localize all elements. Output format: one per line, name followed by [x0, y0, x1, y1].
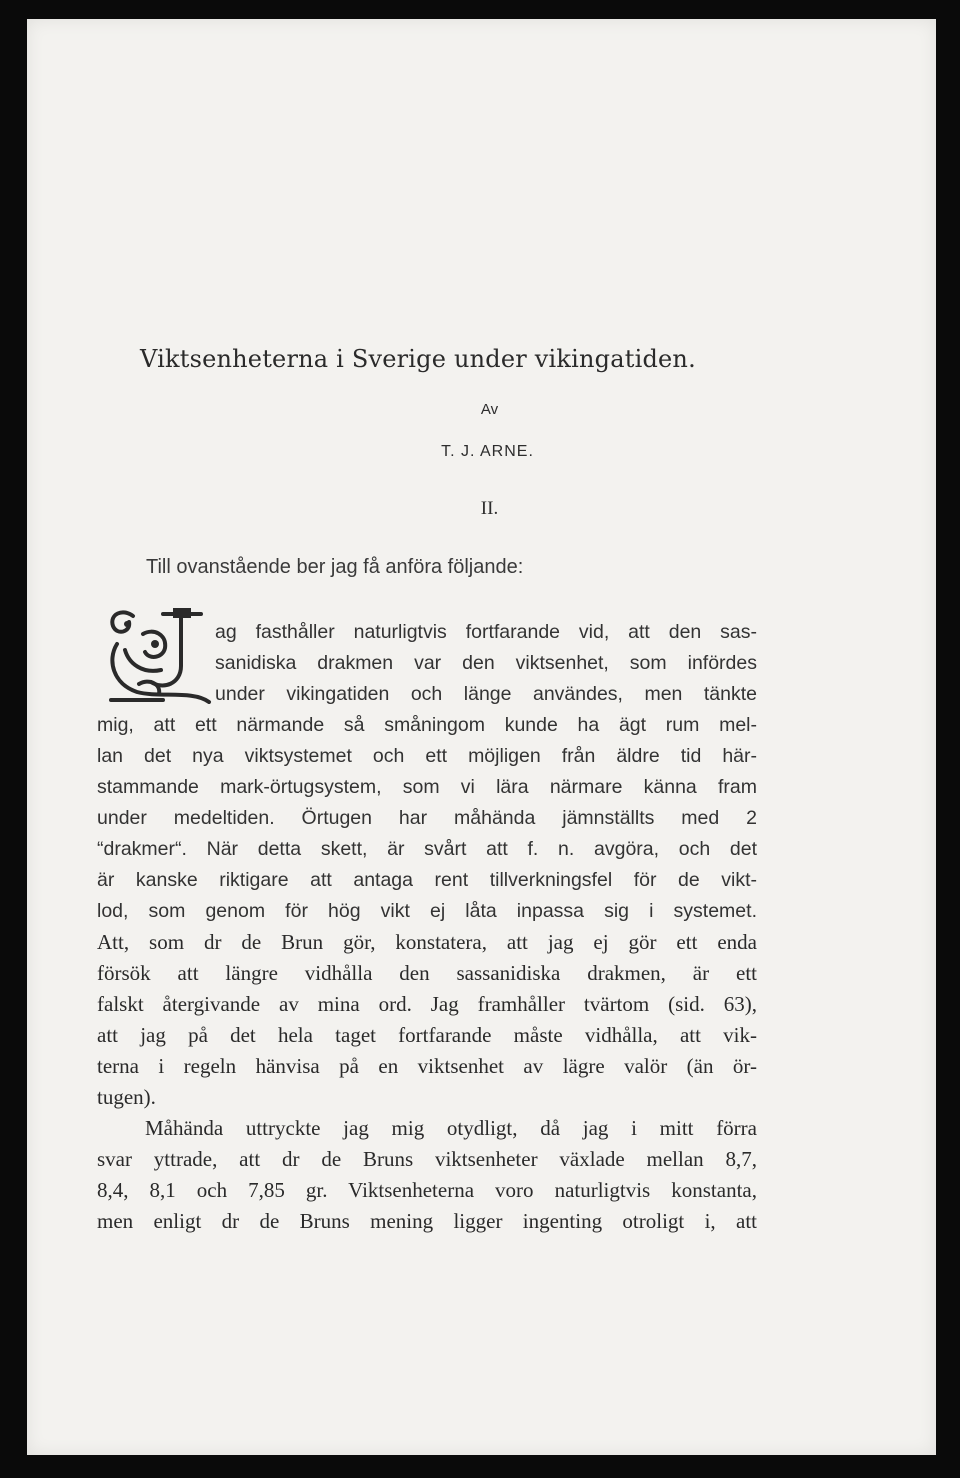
text-line: att jag på det hela taget fortfarande måste vidhålla, att vik- [97, 1023, 757, 1047]
byline-av: Av [480, 401, 499, 418]
part-number: II. [480, 498, 499, 519]
text-line: “drakmer“. När detta skett, är svårt att f. n. avgöra, och det [97, 838, 757, 860]
text-line: sanidiska drakmen var den viktsenhet, som infördes [215, 652, 757, 674]
text-line: försök att längre vidhålla den sassanidiska drakmen, är ett [97, 961, 757, 985]
body-text [97, 617, 757, 1237]
text-line: stammande mark-örtugsystem, som vi lära närmare känna fram [97, 776, 757, 798]
author-name: T. J. ARNE. [441, 443, 534, 460]
text-line: men enligt dr de Bruns mening ligger ingenting otroligt i, att [97, 1209, 757, 1233]
text-line: svar yttrade, att dr de Bruns viktsenheter växlade mellan 8,7, [97, 1147, 757, 1171]
page [27, 19, 936, 1455]
text-line: Måhända uttryckte jag mig otydligt, då jag i mitt förra [145, 1116, 757, 1140]
text-line: mig, att ett närmande så småningom kunde ha ägt rum mel- [97, 714, 757, 736]
text-line: är kanske riktigare att antaga rent tillverkningsfel för de vikt- [97, 869, 757, 891]
text-line: tugen). [97, 1085, 156, 1109]
text-line: terna i regeln hänvisa på en viktsenhet av lägre valör (än ör- [97, 1054, 757, 1078]
text-line: ag fasthåller naturligtvis fortfarande vid, att den sas- [215, 621, 757, 643]
text-line: falskt återgivande av mina ord. Jag framhåller tvärtom (sid. 63), [97, 992, 757, 1016]
intro-line: Till ovanstående ber jag få anföra följande: [146, 556, 524, 578]
text-line: lod, som genom för hög vikt ej låta inpassa sig i systemet. [97, 900, 757, 922]
text-line: lan det nya viktsystemet och ett möjligen från äldre tid här- [97, 745, 757, 767]
article-title: Viktsenheterna i Sverige under vikingatiden. [140, 345, 696, 373]
text-line: under vikingatiden och länge användes, men tänkte [215, 683, 757, 705]
text-line: under medeltiden. Örtugen har måhända jämnställts med 2 [97, 807, 757, 829]
text-line: Att, som dr de Brun gör, konstatera, att jag ej gör ett enda [97, 930, 757, 954]
text-line: 8,4, 8,1 och 7,85 gr. Viktsenheterna voro naturligtvis konstanta, [97, 1178, 757, 1202]
